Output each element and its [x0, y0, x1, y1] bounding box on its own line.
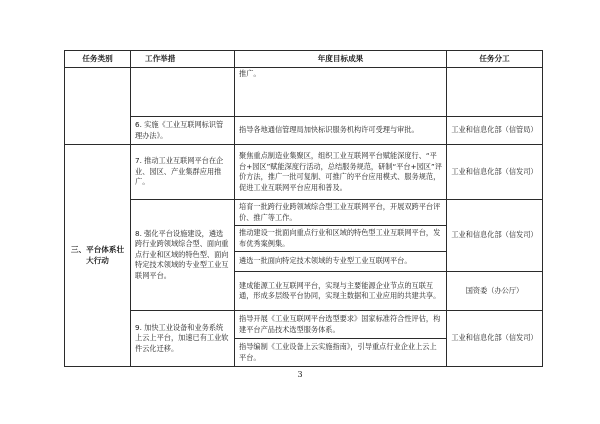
target-cell: 遴选一批面向特定技术领域的专业型工业互联网平台。 — [235, 252, 447, 272]
table-row — [65, 68, 543, 117]
division-cell: 国资委（办公厅） — [447, 272, 543, 311]
header-measures: 工作举措 — [131, 51, 235, 68]
target-cell: 推动建设一批面向重点行业和区域的特色型工业互联网平台，发布优秀案例集。 — [235, 226, 447, 252]
target-cell: 培育一批跨行业跨领域综合型工业互联网平台，开展双跨平台评价、推广等工作。 — [235, 200, 447, 226]
task-cell: 9. 加快工业设备和业务系统上云上平台，加速已有工业软件云化迁移。 — [131, 311, 235, 367]
division-cell-empty — [447, 68, 543, 117]
header-division: 任务分工 — [447, 51, 543, 68]
target-cell: 推广。 — [235, 68, 447, 117]
header-targets: 年度目标成果 — [235, 51, 447, 68]
target-cell: 指导开展《工业互联网平台选型要求》国家标准符合性评估，构建平台产品技术选型服务体系。 — [235, 311, 447, 339]
table-row — [65, 311, 543, 339]
division-cell: 工业和信息化部（信发司） — [447, 145, 543, 200]
category-cell: 三、平台体系壮大行动 — [65, 145, 131, 367]
category-cell-empty — [65, 68, 131, 145]
target-cell: 指导编制《工业设备上云实施指南》，引导重点行业企业上云上平台。 — [235, 339, 447, 367]
task-cell: 8. 强化平台设施建设，遴选跨行业跨领域综合型、面向重点行业和区域的特色型、面向特定技术领域的专业型工业互联网平台。 — [131, 200, 235, 311]
table-row — [65, 145, 543, 200]
target-cell: 聚焦重点制造业集聚区，组织工业互联网平台赋能深度行、“平台+园区”赋能深度行活动，总结服务规范，研制“平台+园区”评价方法，推广一批可复制、可推广的平台应用模式、服务规范，促进工业互联网平台应用和普及。 — [235, 145, 447, 200]
task-table — [64, 50, 543, 367]
table-header-row — [65, 51, 543, 68]
target-cell: 建成能源工业互联网平台，实现与主要能源企业节点的互联互通，形成多层级平台协同，实现主数据和工业应用的共建共享。 — [235, 272, 447, 311]
task-cell: 7. 推动工业互联网平台在企业、园区、产业集群应用推广。 — [131, 145, 235, 200]
target-cell: 指导各地通信管理局加快标识服务机构许可受理与审批。 — [235, 117, 447, 145]
division-cell: 工业和信息化部（信发司） — [447, 200, 543, 272]
division-cell: 工业和信息化部（信发司） — [447, 311, 543, 367]
division-cell: 工业和信息化部（信管局） — [447, 117, 543, 145]
task-cell-empty — [131, 68, 235, 117]
task-cell: 6. 实施《工业互联网标识管理办法》。 — [131, 117, 235, 145]
table-row — [65, 200, 543, 226]
table-row — [65, 117, 543, 145]
page-number: 3 — [297, 370, 303, 379]
header-category: 任务类别 — [65, 51, 131, 68]
